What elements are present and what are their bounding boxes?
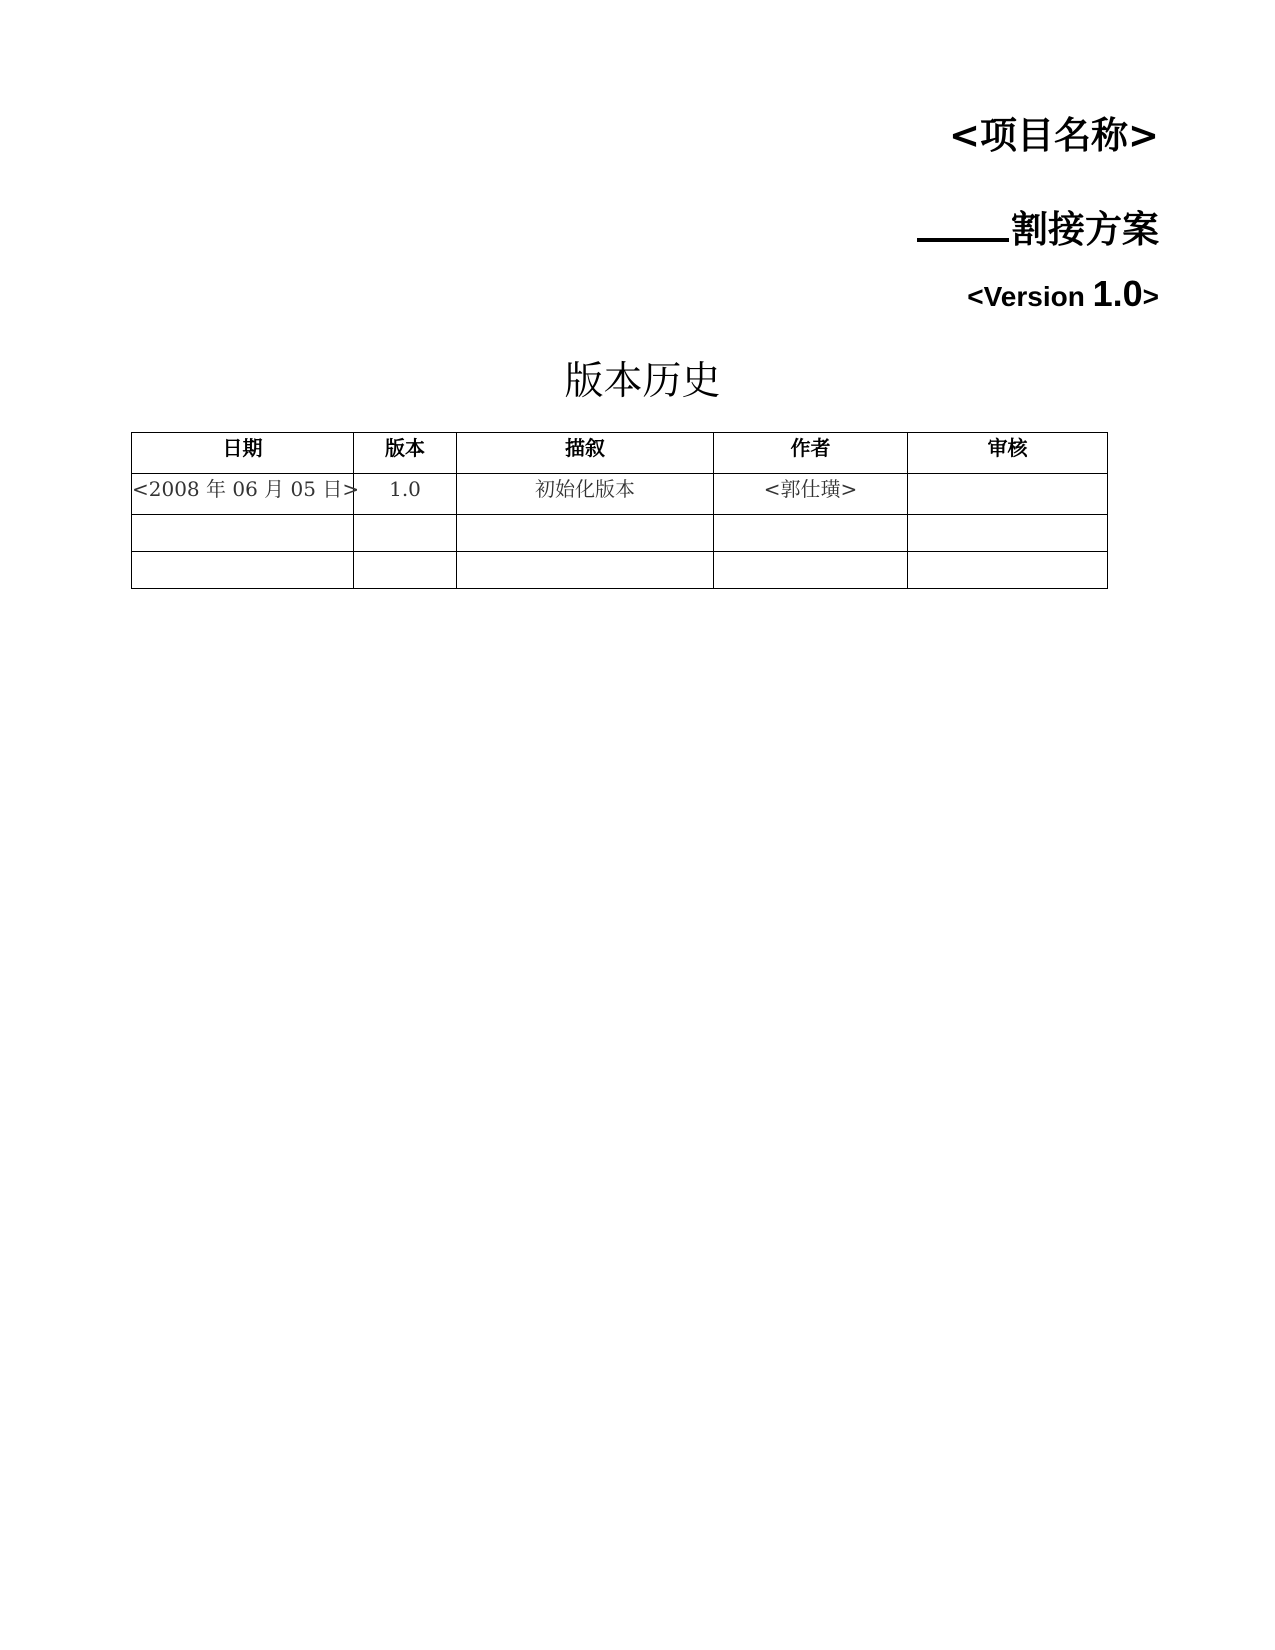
cell-date	[132, 515, 354, 552]
document-header	[917, 112, 1159, 317]
cell-version	[354, 552, 457, 589]
cell-date: <2008 年 06 月 05 日>	[132, 474, 354, 515]
cell-reviewer	[908, 474, 1108, 515]
cell-reviewer	[908, 552, 1108, 589]
table-row	[132, 515, 1108, 552]
plan-title	[917, 204, 1159, 254]
plan-title-text: 割接方案	[1011, 208, 1159, 251]
version-number: 1.0	[1092, 273, 1143, 314]
cell-date	[132, 552, 354, 589]
cell-description	[457, 552, 714, 589]
cell-version	[354, 515, 457, 552]
table-row	[132, 552, 1108, 589]
cell-version: 1.0	[354, 474, 457, 515]
history-title: 版本历史	[564, 359, 721, 404]
version-prefix: <Version	[967, 281, 1093, 312]
cell-author	[714, 515, 908, 552]
cell-author: <郭仕璜>	[714, 474, 908, 515]
project-name: <项目名称>	[948, 114, 1159, 157]
cell-description: 初始化版本	[457, 474, 714, 515]
cell-reviewer	[908, 515, 1108, 552]
cell-author	[714, 552, 908, 589]
version-history-table	[131, 432, 1108, 589]
table-header-row	[132, 433, 1108, 474]
column-header-version: 版本	[354, 433, 457, 474]
column-header-date: 日期	[132, 433, 354, 474]
version-line	[917, 274, 1159, 317]
cell-description	[457, 515, 714, 552]
column-header-reviewer: 审核	[908, 433, 1108, 474]
column-header-description: 描叙	[457, 433, 714, 474]
version-suffix: >	[1142, 281, 1159, 312]
column-header-author: 作者	[714, 433, 908, 474]
table-row	[132, 474, 1108, 515]
title-blank-underline	[917, 204, 1009, 242]
